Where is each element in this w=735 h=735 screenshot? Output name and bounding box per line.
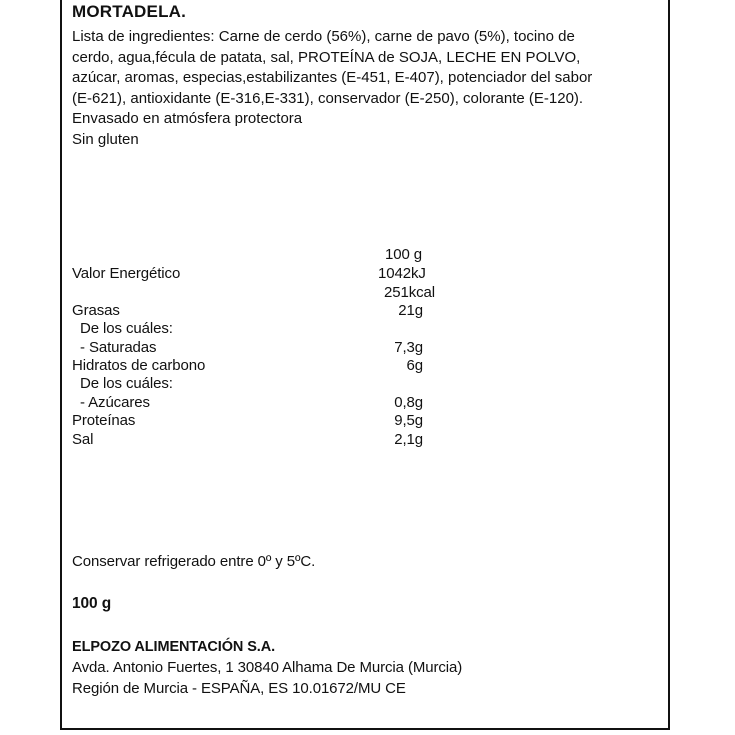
ingredients-line: cerdo, agua,fécula de patata, sal, PROTEÍNA de SOJA, LECHE EN POLVO, (72, 48, 581, 66)
nutrition-value-energy-kj: 1042kJ (378, 265, 426, 282)
nutrition-label-energy: Valor Energético (72, 265, 181, 282)
storage-instructions: Conservar refrigerado entre 0º y 5ºC. (72, 553, 316, 570)
ingredients-line: (E-621), antioxidante (E-316,E-331), conservador (E-250), colorante (E-120). (72, 89, 584, 107)
nutrition-value-carbohydrates: 6g (406, 357, 423, 374)
nutrition-label-saturated: - Saturadas (80, 339, 157, 356)
product-title: MORTADELA. (72, 2, 187, 21)
ingredients-line: azúcar, aromas, especias,estabilizantes (E-451, E-407), potenciador del sabor (72, 69, 593, 86)
nutrition-value-energy-kcal: 251kcal (384, 284, 436, 301)
ingredients-block (72, 27, 632, 150)
company-region: Región de Murcia - ESPAÑA, ES 10.01672/MU CE (72, 680, 406, 697)
nutrition-value-saturated: 7,3g (394, 339, 423, 356)
nutrition-value-salt: 2,1g (394, 431, 423, 448)
nutrition-value-protein: 9,5g (394, 412, 423, 429)
company-name: ELPOZO ALIMENTACIÓN S.A. (72, 639, 276, 655)
nutrition-label-fat: Grasas (72, 302, 120, 319)
gluten-note: Sin gluten (72, 130, 139, 148)
net-weight: 100 g (72, 595, 112, 612)
nutrition-label-salt: Sal (72, 431, 94, 448)
nutrition-label-of-which: De los cuáles: (80, 375, 173, 392)
nutrition-value-fat: 21g (398, 302, 423, 319)
nutrition-label-of-which: De los cuáles: (80, 320, 173, 337)
packaging-note: Envasado en atmósfera protectora (72, 110, 303, 127)
nutrition-column-header: 100 g (385, 246, 423, 263)
company-address: Avda. Antonio Fuertes, 1 30840 Alhama De Murcia (Murcia) (72, 659, 463, 676)
nutrition-value-sugars: 0,8g (394, 394, 423, 411)
nutrition-label-protein: Proteínas (72, 412, 136, 429)
nutrition-label-sugars: - Azúcares (80, 394, 150, 411)
ingredients-line: Lista de ingredientes: Carne de cerdo (56%), carne de pavo (5%), tocino de (72, 28, 575, 45)
nutrition-label-carbohydrates: Hidratos de carbono (72, 357, 206, 374)
